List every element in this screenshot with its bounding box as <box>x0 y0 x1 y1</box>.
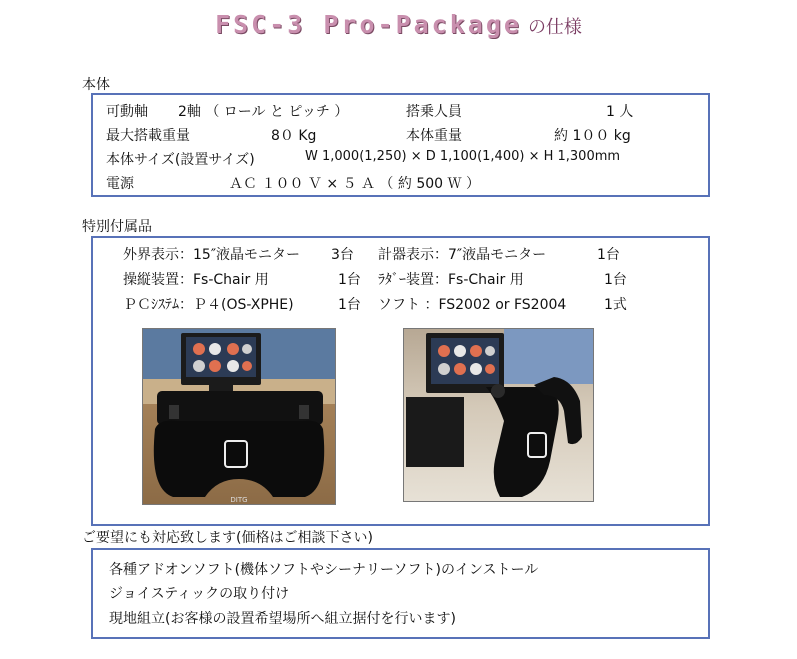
accessory-item: ﾗﾀﾞｰ装置：Fs-Chair 用 <box>378 272 524 288</box>
spec-value: 8０ Kg <box>271 128 317 144</box>
pc-tower <box>406 397 464 467</box>
request-item: 現地組立(お客様の設置希望場所へ組立据付を行います) <box>109 611 456 627</box>
spec-value: ＡＣ １００ Ｖ × ５ Ａ （ 約 500 Ｗ ） <box>229 176 480 192</box>
accessory-qty: 1台 <box>597 247 620 263</box>
spec-label: 搭乗人員 <box>406 104 462 120</box>
simulator-side-illustration <box>404 329 593 501</box>
simulator-side-photo <box>403 328 594 502</box>
spec-label: 本体サイズ(設置サイズ) <box>106 152 255 168</box>
page-title <box>0 10 797 39</box>
accessory-qty: 1台 <box>338 297 361 313</box>
spec-label: 電源 <box>106 176 134 192</box>
spec-value: 約 1００ kg <box>554 128 631 144</box>
accessory-item: ソフト ：FS2002 or FS2004 <box>378 297 567 313</box>
spec-value: 2軸 （ ロール と ピッチ ） <box>178 104 349 120</box>
simulator-front-photo <box>142 328 336 505</box>
photo-brand: DITG <box>230 496 248 504</box>
accessory-qty: 1台 <box>338 272 361 288</box>
requests-box <box>91 548 710 639</box>
accessory-qty: 1式 <box>604 297 627 313</box>
yoke <box>154 421 324 497</box>
accessory-item: 操縦装置：Fs-Chair 用 <box>123 272 269 288</box>
requests-label: ご要望にも対応致します(価格はご相談下さい) <box>82 530 373 546</box>
accessory-item: 外界表示：15″液晶モニター <box>123 247 301 263</box>
outside-view-monitor <box>504 329 593 384</box>
spec-value: 1 人 <box>606 104 634 120</box>
title-main: FSC-3 Pro-Package <box>215 10 522 39</box>
accessory-item: 計器表示：7″液晶モニター <box>378 247 547 263</box>
title-suffix: の仕様 <box>527 17 582 38</box>
spec-label: 本体重量 <box>406 128 462 144</box>
instrument-screen <box>431 338 499 384</box>
accessory-qty: 3台 <box>331 247 354 263</box>
simulator-front-illustration <box>143 329 335 504</box>
request-item: 各種アドオンソフト(機体ソフトやシーナリーソフト)のインストール <box>109 562 539 578</box>
spec-label: 最大搭載重量 <box>106 128 190 144</box>
spec-value: W 1,000(1,250) × D 1,100(1,400) × H 1,300mm <box>305 149 621 164</box>
accessory-qty: 1台 <box>604 272 627 288</box>
control-panel <box>157 391 323 425</box>
accessories-box <box>91 236 710 526</box>
request-item: ジョイスティックの取り付け <box>109 586 290 602</box>
main-unit-label: 本体 <box>82 77 110 93</box>
accessory-item: ＰＣｼｽﾃﾑ：Ｐ４(OS-XPHE) <box>123 297 294 313</box>
yoke-side <box>486 387 559 497</box>
spec-label: 可動軸 <box>106 104 148 120</box>
main-unit-box <box>91 93 710 197</box>
accessories-label: 特別付属品 <box>82 219 152 235</box>
